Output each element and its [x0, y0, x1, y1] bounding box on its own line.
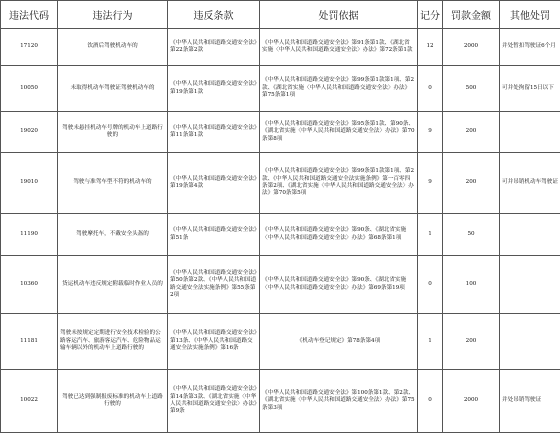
cell-basis: 《中华人民共和国道路交通安全法》第100条第1款、第2款、《湖北省实施〈中华人民共和国道路交通安全法〉办法》第75条第3项: [260, 370, 418, 433]
cell-fine: 2000: [443, 29, 500, 66]
header-row: [1, 1, 560, 29]
cell-basis: 《机动车登记规定》第78条第4项: [260, 314, 418, 370]
table-row: [1, 153, 560, 214]
cell-basis: 《中华人民共和国道路交通安全法》第90条、《湖北省实施〈中华人民共和国道路交通安全法〉办法》第69条第19项: [260, 256, 418, 314]
cell-code: 19020: [1, 112, 58, 153]
cell-act: 饮酒后驾驶机动车的: [58, 29, 168, 66]
cell-other: 并处吊销驾驶证: [500, 370, 560, 433]
cell-code: 10050: [1, 66, 58, 112]
table-row: [1, 112, 560, 153]
cell-code: 10022: [1, 370, 58, 433]
cell-law: 《中华人民共和国道路交通安全法》第22条第2款: [168, 29, 260, 66]
table-row: [1, 66, 560, 112]
cell-basis: 《中华人民共和国道路交通安全法》第95条第1款、第90条、《湖北省实施〈中华人民共和国道路交通安全法〉办法》第70条第8项: [260, 112, 418, 153]
cell-basis: 《中华人民共和国道路交通安全法》第99条第1款第1项、第2款、《湖北省实施〈中华人民共和国道路交通安全法〉办法》第75条第1项: [260, 66, 418, 112]
cell-act: 驾驶与准驾车型不符的机动车的: [58, 153, 168, 214]
header-other: 其他处罚: [500, 1, 560, 29]
table-row: [1, 314, 560, 370]
cell-act: 驾驶已达到强制报废标准的机动车上道路行驶的: [58, 370, 168, 433]
cell-other: [500, 214, 560, 256]
cell-law: 《中华人民共和国道路交通安全法》第11条第1款: [168, 112, 260, 153]
cell-other: [500, 112, 560, 153]
cell-fine: 200: [443, 112, 500, 153]
cell-law: 《中华人民共和国道路交通安全法》第19条第4款: [168, 153, 260, 214]
cell-law: 《中华人民共和国道路交通安全法》第13条、《中华人民共和国道路交通安全法实施条例》第16条: [168, 314, 260, 370]
cell-act: 驾驶未悬挂机动车号牌的机动车上道路行驶的: [58, 112, 168, 153]
cell-code: 17120: [1, 29, 58, 66]
cell-code: 11181: [1, 314, 58, 370]
cell-code: 11190: [1, 214, 58, 256]
cell-other: [500, 256, 560, 314]
cell-other: [500, 314, 560, 370]
cell-points: 0: [418, 256, 443, 314]
cell-act: 未取得机动车驾驶证驾驶机动车的: [58, 66, 168, 112]
cell-fine: 200: [443, 153, 500, 214]
cell-points: 0: [418, 370, 443, 433]
cell-law: 《中华人民共和国道路交通安全法》第19条第1款: [168, 66, 260, 112]
header-basis: 处罚依据: [260, 1, 418, 29]
cell-basis: 《中华人民共和国道路交通安全法》第91条第1款、《湖北省实施〈中华人民共和国道路交通安全法〉办法》第72条第1款: [260, 29, 418, 66]
table-row: [1, 29, 560, 66]
cell-other: 并处暂扣驾驶证6个月: [500, 29, 560, 66]
table-row: [1, 256, 560, 314]
cell-law: 《中华人民共和国道路交通安全法》第14条第3款、《湖北省实施〈中华人民共和国道路交通安全法〉办法》第9条: [168, 370, 260, 433]
header-fine: 罚款金额: [443, 1, 500, 29]
header-code: 违法代码: [1, 1, 58, 29]
cell-law: 《中华人民共和国道路交通安全法》第51条: [168, 214, 260, 256]
table-row: [1, 370, 560, 433]
cell-fine: 100: [443, 256, 500, 314]
cell-points: 9: [418, 112, 443, 153]
cell-code: 10360: [1, 256, 58, 314]
cell-other: 可并吊销机动车驾驶证: [500, 153, 560, 214]
table-row: [1, 214, 560, 256]
cell-fine: 500: [443, 66, 500, 112]
cell-act: 货运机动车违反规定附载临时作业人员的: [58, 256, 168, 314]
cell-points: 1: [418, 214, 443, 256]
cell-points: 1: [418, 314, 443, 370]
header-law: 违反条款: [168, 1, 260, 29]
cell-points: 12: [418, 29, 443, 66]
cell-act: 驾驶未按规定定期进行安全技术检验的公路客运汽车、旅游客运汽车、危险物品运输车辆以外的机动车上道路行驶的: [58, 314, 168, 370]
cell-fine: 50: [443, 214, 500, 256]
header-points: 记分: [418, 1, 443, 29]
cell-points: 9: [418, 153, 443, 214]
cell-points: 0: [418, 66, 443, 112]
cell-fine: 200: [443, 314, 500, 370]
cell-act: 驾驶摩托车，不戴安全头盔的: [58, 214, 168, 256]
cell-code: 19010: [1, 153, 58, 214]
cell-other: 可并处拘留15日以下: [500, 66, 560, 112]
cell-basis: 《中华人民共和国道路交通安全法》第99条第1款第1项、第2款、《中华人民共和国道路交通安全法实施条例》第一百零四条第2项、《湖北省实施〈中华人民共和国道路交通安全法〉办法》第70条第5项: [260, 153, 418, 214]
cell-law: 《中华人民共和国道路交通安全法》第50条第2款、《中华人民共和国道路交通安全法实施条例》第55条第2项: [168, 256, 260, 314]
cell-basis: 《中华人民共和国道路交通安全法》第90条、《湖北省实施〈中华人民共和国道路交通安全法〉办法》第68条第1项: [260, 214, 418, 256]
header-act: 违法行为: [58, 1, 168, 29]
cell-fine: 2000: [443, 370, 500, 433]
